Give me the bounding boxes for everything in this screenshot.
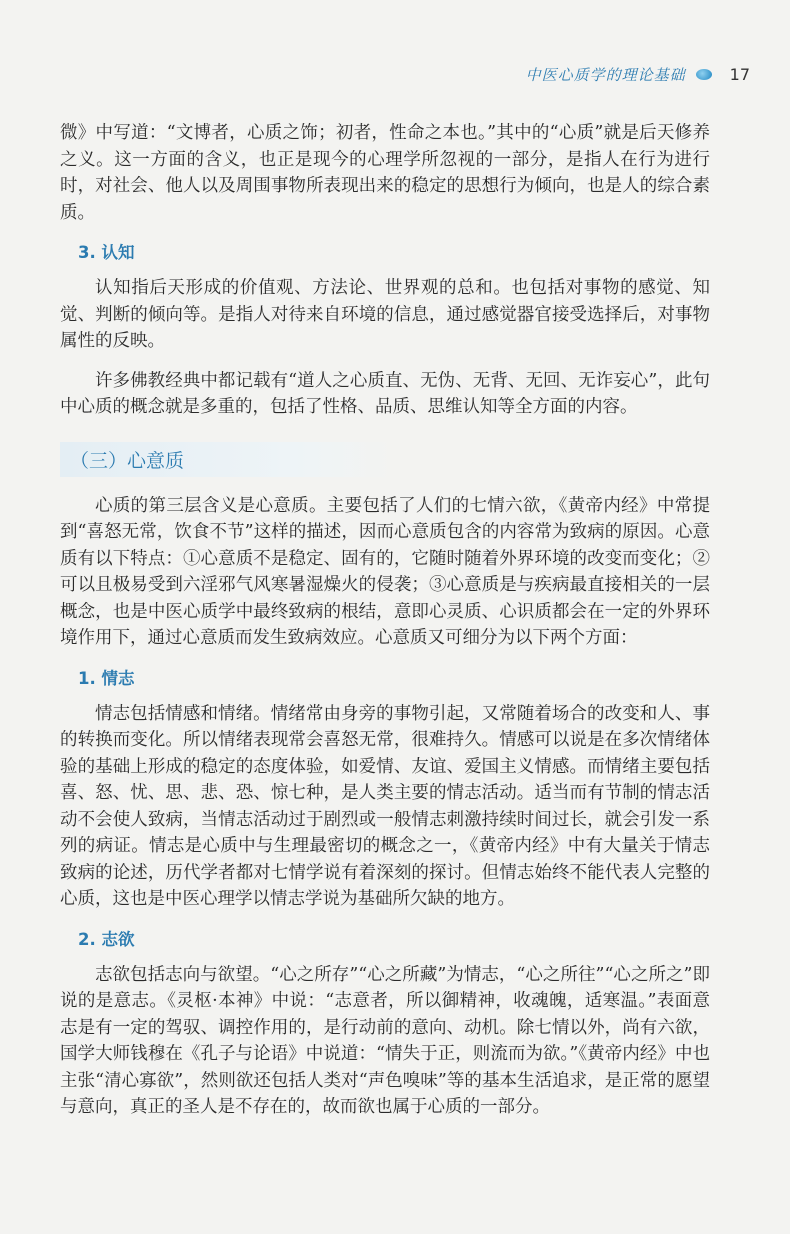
paragraph-continued: 微》中写道：“文博者，心质之饰；初者，性命之本也。”其中的“心质”就是后天修养之义。这一方面的含义，也正是现今的心理学所忽视的一部分，是指人在行为进行时，对社会、他人以及周围事物所表现出来的稳定的思想行为倾向，也是人的综合素质。 xyxy=(60,123,710,223)
paragraph-xinyizhi: 心质的第三层含义是心意质。主要包括了人们的七情六欲，《黄帝内经》中常提到“喜怒无常，饮食不节”这样的描述，因而心意质包含的内容常为致病的原因。心意质有以下特点：①心意质不是稳定、固有的，它随时随着外界环境的改变而变化；②可以且极易受到六淫邪气风寒暑湿燥火的侵袭；③心意质是与疾病最直接相关的一层概念，也是中医心质学中最终致病的根结，意即心灵质、心识质都会在一定的外界环境作用下，通过心意质而发生致病效应。心意质又可细分为以下两个方面： xyxy=(60,495,710,648)
page-number: 17 xyxy=(729,65,750,84)
paragraph-emotion: 情志包括情感和情绪。情绪常由身旁的事物引起，又常随着场合的改变和人、事的转换而变化。所以情绪表现常会喜怒无常，很难持久。情感可以说是在多次情绪体验的基础上形成的稳定的态度体验，如爱情、友谊、爱国主义情感。而情绪主要包括喜、怒、忧、思、悲、恐、惊七种，是人类主要的情志活动。适当而有节制的情志活动不会使人致病，当情志活动过于剧烈或一般情志刺激持续时间过长，就会引发一系列的病证。情志是心质中与生理最密切的概念之一，《黄帝内经》中有大量关于情志致病的论述，历代学者都对七情学说有着深刻的探讨。但情志始终不能代表人完整的心质，这也是中医心理学以情志学说为基础所欠缺的地方。 xyxy=(60,703,710,909)
header-ornament-icon xyxy=(696,69,712,80)
paragraph-buddhist-texts: 许多佛教经典中都记载有“道人之心质直、无伪、无背、无回、无诈妄心”，此句中心质的概念就是多重的，包括了性格、品质、思维认知等全方面的内容。 xyxy=(60,370,710,417)
running-header xyxy=(526,64,750,85)
section-heading-xinyizhi: （三）心意质 xyxy=(60,442,392,477)
subheading-will: 2. 志欲 xyxy=(78,929,135,949)
subheading-cognition: 3. 认知 xyxy=(78,243,135,262)
running-title: 中医心质学的理论基础 xyxy=(525,66,686,84)
paragraph-cognition-definition: 认知指后天形成的价值观、方法论、世界观的总和。也包括对事物的感觉、知觉、判断的倾向等。是指人对待来自环境的信息，通过感觉器官接受选择后，对事物属性的反映。 xyxy=(60,278,710,351)
paragraph-will-desire: 志欲包括志向与欲望。“心之所存”“心之所藏”为情志，“心之所往”“心之所之”即说的是意志。《灵枢·本神》中说：“志意者，所以御精神，收魂魄，适寒温。”表面意志是有一定的驾驭、调控作用的，是行动前的意向、动机。除七情以外，尚有六欲，国学大师钱穆在《孔子与论语》中说道：“情失于正，则流而为欲。”《黄帝内经》中也主张“清心寡欲”，然则欲还包括人类对“声色嗅味”等的基本生活追求，是正常的愿望与意向，真正的圣人是不存在的，故而欲也属于心质的一部分。 xyxy=(60,964,710,1117)
subheading-emotion: 1. 情志 xyxy=(78,668,135,688)
body-text xyxy=(60,120,710,1134)
